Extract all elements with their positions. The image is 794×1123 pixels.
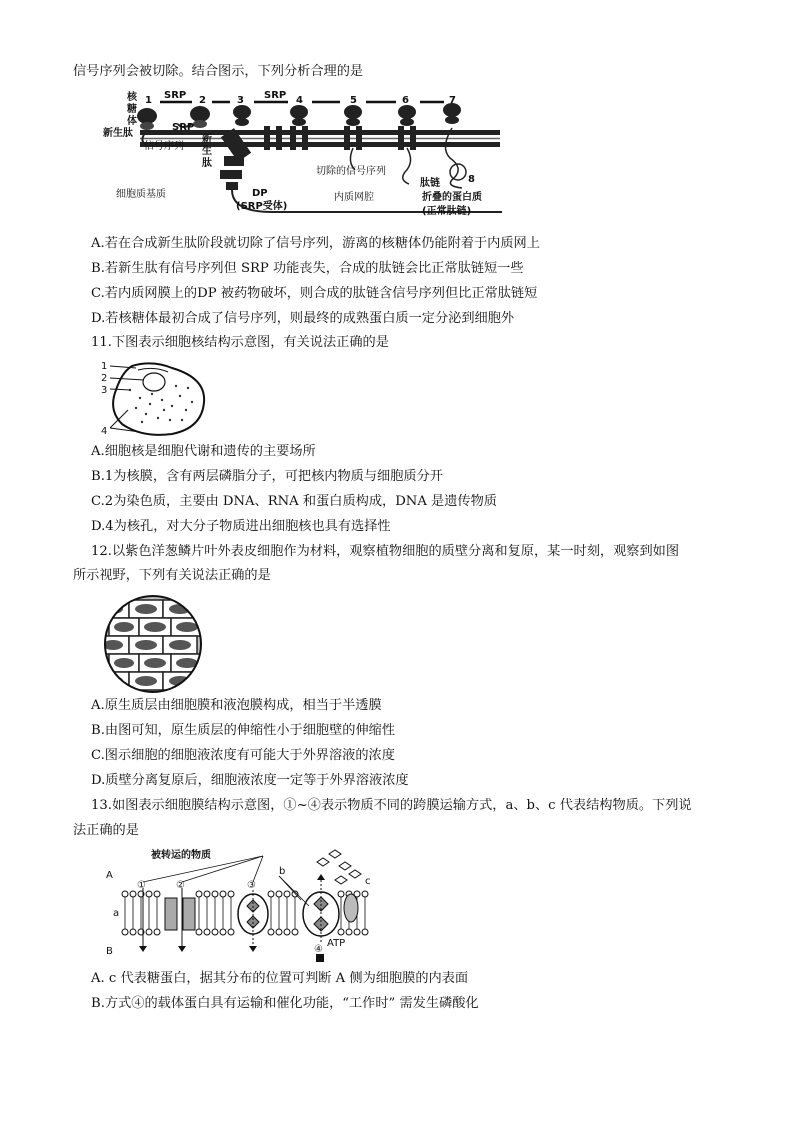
fig1-num-8: 8 xyxy=(468,174,475,185)
q12-option-d: D.质壁分离复原后，细胞液浓度一定等于外界溶液浓度 xyxy=(91,773,409,788)
fig1-num-2: 2 xyxy=(199,95,206,106)
mark-3: ③ xyxy=(247,880,256,891)
srp-label-1: SRP xyxy=(164,90,187,101)
transported-substance-label: 被转运的物质 xyxy=(151,850,211,861)
mark-1: ① xyxy=(137,880,146,891)
mark-2: ② xyxy=(176,880,185,891)
q11-stem: 11.下图表示细胞核结构示意图，有关说法正确的是 xyxy=(91,335,389,350)
q13-stem-line1: 13.如图表示细胞膜结构示意图，①~④表示物质不同的跨膜运输方式，a、b、c 代表结构物质。下列说 xyxy=(91,798,692,813)
ribosome-label-1: 核 xyxy=(127,92,137,103)
q11-option-c: C.2为染色质，主要由 DNA、RNA 和蛋白质构成，DNA 是遗传物质 xyxy=(91,494,497,509)
ribosome-label-3: 体 xyxy=(127,116,137,127)
q13-stem-line2: 法正确的是 xyxy=(73,823,139,838)
nascent2-1: 新 xyxy=(202,134,212,145)
er-lumen-label: 内质网腔 xyxy=(334,192,374,203)
nucleus-figure xyxy=(100,358,210,438)
dp-label: DP xyxy=(252,188,268,199)
fig1-num-6: 6 xyxy=(402,95,409,106)
label-a: a xyxy=(113,908,120,919)
q10-option-b: B.若新生肽有信号序列但 SRP 功能丧失，合成的肽链会比正常肽链短一些 xyxy=(91,261,524,276)
intro-line: 信号序列会被切除。结合图示，下列分析合理的是 xyxy=(73,64,364,79)
folded-label-1: 折叠的蛋白质 xyxy=(422,192,482,203)
cytosol-label: 细胞质基质 xyxy=(116,189,166,200)
q11-option-a: A.细胞核是细胞代谢和遗传的主要场所 xyxy=(91,444,316,459)
atp-label: ATP xyxy=(327,938,346,949)
ribosome-1 xyxy=(137,108,157,124)
fig1-num-7: 7 xyxy=(449,95,456,106)
q12-option-a: A.原生质层由细胞膜和液泡膜构成，相当于半透膜 xyxy=(91,698,382,713)
q13-option-a: A. c 代表糖蛋白，据其分布的位置可判断 A 侧为细胞膜的内表面 xyxy=(91,971,469,986)
srp-label-2: SRP xyxy=(264,90,287,101)
cut-signal-label: 切除的信号序列 xyxy=(316,166,386,177)
ribosome-label-2: 糖 xyxy=(127,104,137,115)
nucleus-label-2: 2 xyxy=(101,373,108,384)
nucleus-label-3: 3 xyxy=(101,385,108,396)
side-a-label: A xyxy=(106,870,113,881)
fig1-num-1: 1 xyxy=(145,95,152,106)
mark-4: ④ xyxy=(314,944,323,955)
q12-option-b: B.由图可知，原生质层的伸缩性小于细胞壁的伸缩性 xyxy=(91,723,396,738)
srp-receptor-label: (SRP受体) xyxy=(236,201,288,212)
side-b-label: B xyxy=(106,946,113,957)
signal-peptide-figure xyxy=(100,86,510,222)
srp-label-3: SRP xyxy=(172,122,195,133)
label-b: b xyxy=(279,866,286,877)
label-c: c xyxy=(365,876,371,887)
folded-label-2: (正常肽链) xyxy=(422,206,472,217)
fig1-num-3: 3 xyxy=(237,95,244,106)
peptide-label: 肽链 xyxy=(420,178,440,189)
ribosome-2 xyxy=(190,106,210,122)
q13-option-b: B.方式④的载体蛋白具有运输和催化功能，“工作时” 需发生磷酸化 xyxy=(91,996,479,1011)
fig1-num-5: 5 xyxy=(350,95,357,106)
fig1-num-4: 4 xyxy=(296,95,303,106)
q11-option-b: B.1为核膜，含有两层磷脂分子，可把核内物质与细胞质分开 xyxy=(91,469,443,484)
q10-option-d: D.若核糖体最初合成了信号序列，则最终的成熟蛋白质一定分泌到细胞外 xyxy=(91,311,515,326)
q12-stem-line1: 12.以紫色洋葱鳞片叶外表皮细胞作为材料，观察植物细胞的质壁分离和复原，某一时刻，观察到如图 xyxy=(91,544,680,559)
nucleus-label-1: 1 xyxy=(101,361,108,372)
q12-option-c: C.图示细胞的细胞液浓度有可能大于外界溶液的浓度 xyxy=(91,748,395,763)
signal-seq-label: 信号序列 xyxy=(144,141,184,152)
q11-option-d: D.4为核孔，对大分子物质进出细胞核也具有选择性 xyxy=(91,519,391,534)
nascent2-2: 生 xyxy=(202,146,212,157)
nucleus-label-4: 4 xyxy=(101,426,108,437)
membrane-transport-figure xyxy=(103,846,393,966)
nascent-label: 新生肽 xyxy=(103,128,133,139)
q12-stem-line2: 所示视野，下列有关说法正确的是 xyxy=(73,568,271,583)
q10-option-a: A.若在合成新生肽阶段就切除了信号序列，游离的核糖体仍能附着于内质网上 xyxy=(91,236,540,251)
nascent2-3: 肽 xyxy=(202,158,212,169)
q10-option-c: C.若内质网膜上的DP 被药物破坏，则合成的肽链含信号序列但比正常肽链短 xyxy=(91,286,538,301)
plasmolysis-figure xyxy=(103,594,203,694)
